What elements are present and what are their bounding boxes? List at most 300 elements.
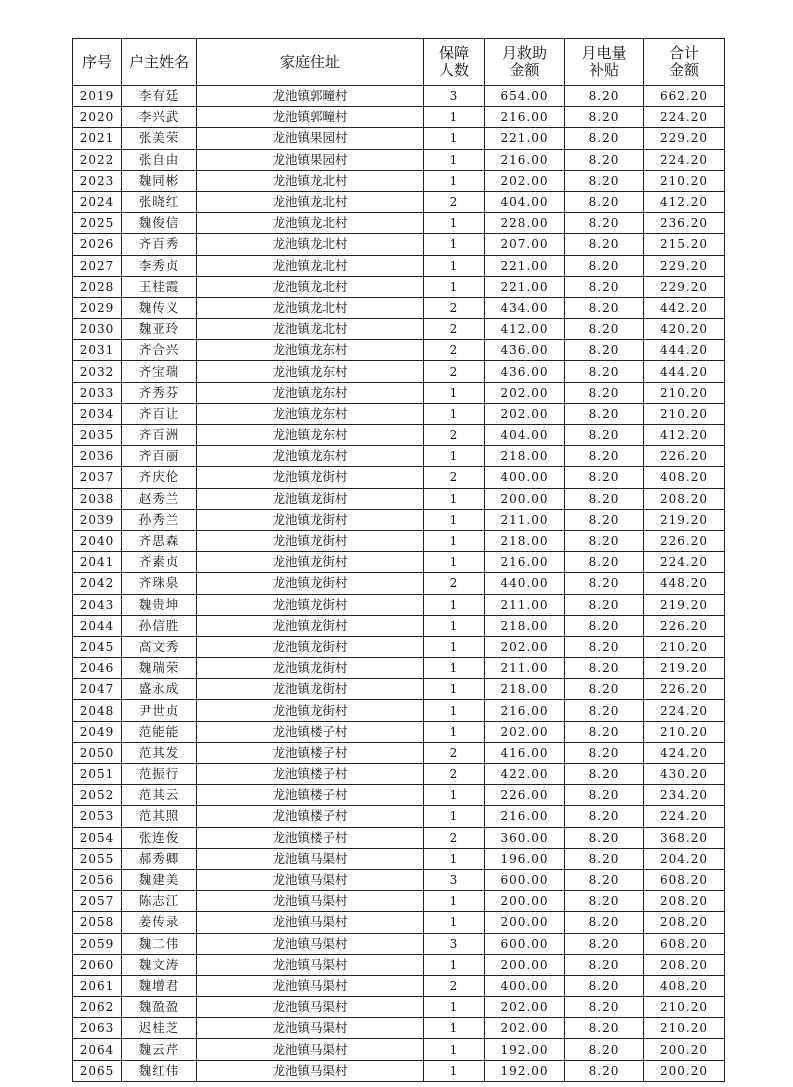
cell-address: 龙池镇龙街村 <box>197 530 424 551</box>
cell-name: 齐百秀 <box>122 234 197 255</box>
cell-address: 龙池镇龙街村 <box>197 679 424 700</box>
cell-power-subsidy: 8.20 <box>565 107 644 128</box>
cell-monthly-aid: 436.00 <box>485 340 565 361</box>
cell-monthly-aid: 200.00 <box>485 912 565 933</box>
cell-monthly-aid: 218.00 <box>485 530 565 551</box>
cell-power-subsidy: 8.20 <box>565 636 644 657</box>
relief-roster-table <box>72 38 725 1082</box>
cell-total: 224.20 <box>644 806 725 827</box>
cell-address: 龙池镇龙街村 <box>197 658 424 679</box>
cell-total: 226.20 <box>644 615 725 636</box>
table-row <box>73 107 725 128</box>
cell-address: 龙池镇龙北村 <box>197 191 424 212</box>
table-row <box>73 742 725 763</box>
cell-seq: 2055 <box>73 848 122 869</box>
cell-monthly-aid: 211.00 <box>485 658 565 679</box>
cell-address: 龙池镇马渠村 <box>197 912 424 933</box>
cell-persons: 1 <box>424 382 485 403</box>
cell-seq: 2040 <box>73 530 122 551</box>
cell-monthly-aid: 434.00 <box>485 297 565 318</box>
cell-address: 龙池镇龙北村 <box>197 213 424 234</box>
cell-persons: 2 <box>424 467 485 488</box>
cell-total: 219.20 <box>644 509 725 530</box>
cell-name: 范其发 <box>122 742 197 763</box>
cell-power-subsidy: 8.20 <box>565 891 644 912</box>
cell-address: 龙池镇马渠村 <box>197 891 424 912</box>
cell-seq: 2034 <box>73 403 122 424</box>
cell-seq: 2050 <box>73 742 122 763</box>
cell-name: 齐素贞 <box>122 552 197 573</box>
cell-persons: 1 <box>424 594 485 615</box>
cell-name: 魏亚玲 <box>122 319 197 340</box>
cell-address: 龙池镇马渠村 <box>197 954 424 975</box>
header-aid-line2: 金额 <box>509 61 540 79</box>
cell-total: 448.20 <box>644 573 725 594</box>
cell-persons: 2 <box>424 340 485 361</box>
cell-seq: 2051 <box>73 764 122 785</box>
cell-name: 陈志江 <box>122 891 197 912</box>
cell-power-subsidy: 8.20 <box>565 912 644 933</box>
cell-total: 236.20 <box>644 213 725 234</box>
cell-persons: 1 <box>424 403 485 424</box>
cell-persons: 1 <box>424 1060 485 1081</box>
cell-seq: 2065 <box>73 1060 122 1081</box>
table-row <box>73 1060 725 1081</box>
cell-seq: 2064 <box>73 1039 122 1060</box>
cell-address: 龙池镇马渠村 <box>197 997 424 1018</box>
cell-name: 尹世贞 <box>122 700 197 721</box>
cell-seq: 2033 <box>73 382 122 403</box>
cell-persons: 1 <box>424 170 485 191</box>
table-header <box>73 39 725 86</box>
cell-persons: 1 <box>424 530 485 551</box>
table-row <box>73 912 725 933</box>
cell-power-subsidy: 8.20 <box>565 679 644 700</box>
cell-total: 408.20 <box>644 467 725 488</box>
cell-address: 龙池镇龙街村 <box>197 700 424 721</box>
table-row <box>73 764 725 785</box>
cell-persons: 1 <box>424 848 485 869</box>
cell-address: 龙池镇楼子村 <box>197 764 424 785</box>
cell-address: 龙池镇马渠村 <box>197 869 424 890</box>
cell-power-subsidy: 8.20 <box>565 700 644 721</box>
cell-power-subsidy: 8.20 <box>565 446 644 467</box>
cell-seq: 2057 <box>73 891 122 912</box>
cell-monthly-aid: 202.00 <box>485 721 565 742</box>
cell-total: 210.20 <box>644 170 725 191</box>
header-name: 户主姓名 <box>122 39 197 86</box>
cell-total: 210.20 <box>644 721 725 742</box>
cell-monthly-aid: 207.00 <box>485 234 565 255</box>
cell-monthly-aid: 440.00 <box>485 573 565 594</box>
cell-address: 龙池镇龙东村 <box>197 425 424 446</box>
cell-power-subsidy: 8.20 <box>565 149 644 170</box>
table-row <box>73 361 725 382</box>
cell-address: 龙池镇龙北村 <box>197 297 424 318</box>
cell-power-subsidy: 8.20 <box>565 573 644 594</box>
cell-name: 郝秀卿 <box>122 848 197 869</box>
cell-power-subsidy: 8.20 <box>565 530 644 551</box>
cell-persons: 1 <box>424 107 485 128</box>
cell-seq: 2061 <box>73 975 122 996</box>
cell-power-subsidy: 8.20 <box>565 1018 644 1039</box>
cell-name: 魏同彬 <box>122 170 197 191</box>
cell-persons: 1 <box>424 997 485 1018</box>
cell-total: 224.20 <box>644 552 725 573</box>
cell-monthly-aid: 416.00 <box>485 742 565 763</box>
cell-name: 齐秀芬 <box>122 382 197 403</box>
cell-seq: 2048 <box>73 700 122 721</box>
cell-name: 魏贵坤 <box>122 594 197 615</box>
cell-address: 龙池镇龙街村 <box>197 636 424 657</box>
cell-seq: 2060 <box>73 954 122 975</box>
cell-power-subsidy: 8.20 <box>565 425 644 446</box>
cell-address: 龙池镇马渠村 <box>197 1018 424 1039</box>
cell-name: 迟桂芝 <box>122 1018 197 1039</box>
cell-seq: 2052 <box>73 785 122 806</box>
cell-seq: 2035 <box>73 425 122 446</box>
cell-persons: 2 <box>424 361 485 382</box>
cell-address: 龙池镇郭疃村 <box>197 86 424 107</box>
cell-address: 龙池镇龙北村 <box>197 319 424 340</box>
cell-power-subsidy: 8.20 <box>565 827 644 848</box>
header-power-subsidy <box>565 39 644 86</box>
table-row <box>73 149 725 170</box>
cell-power-subsidy: 8.20 <box>565 234 644 255</box>
cell-monthly-aid: 216.00 <box>485 149 565 170</box>
cell-power-subsidy: 8.20 <box>565 615 644 636</box>
table-row <box>73 1039 725 1060</box>
cell-power-subsidy: 8.20 <box>565 1039 644 1060</box>
cell-seq: 2032 <box>73 361 122 382</box>
table-row <box>73 509 725 530</box>
table-row <box>73 297 725 318</box>
cell-monthly-aid: 200.00 <box>485 488 565 509</box>
cell-monthly-aid: 600.00 <box>485 869 565 890</box>
cell-address: 龙池镇马渠村 <box>197 933 424 954</box>
cell-power-subsidy: 8.20 <box>565 552 644 573</box>
cell-persons: 3 <box>424 933 485 954</box>
header-persons <box>424 39 485 86</box>
cell-persons: 1 <box>424 552 485 573</box>
cell-monthly-aid: 192.00 <box>485 1060 565 1081</box>
cell-monthly-aid: 202.00 <box>485 170 565 191</box>
cell-total: 208.20 <box>644 891 725 912</box>
cell-monthly-aid: 200.00 <box>485 954 565 975</box>
cell-total: 219.20 <box>644 658 725 679</box>
table-row <box>73 403 725 424</box>
cell-persons: 1 <box>424 509 485 530</box>
cell-power-subsidy: 8.20 <box>565 467 644 488</box>
cell-total: 444.20 <box>644 361 725 382</box>
cell-total: 608.20 <box>644 933 725 954</box>
relief-roster-sheet <box>72 38 724 1082</box>
table-row <box>73 128 725 149</box>
cell-persons: 1 <box>424 700 485 721</box>
cell-name: 范能能 <box>122 721 197 742</box>
table-row <box>73 636 725 657</box>
cell-name: 范振行 <box>122 764 197 785</box>
cell-power-subsidy: 8.20 <box>565 764 644 785</box>
cell-total: 662.20 <box>644 86 725 107</box>
table-row <box>73 975 725 996</box>
cell-monthly-aid: 221.00 <box>485 128 565 149</box>
cell-power-subsidy: 8.20 <box>565 213 644 234</box>
table-row <box>73 191 725 212</box>
cell-address: 龙池镇马渠村 <box>197 1039 424 1060</box>
cell-total: 224.20 <box>644 107 725 128</box>
header-power-line1: 月电量 <box>581 44 627 62</box>
cell-total: 412.20 <box>644 191 725 212</box>
cell-seq: 2030 <box>73 319 122 340</box>
cell-name: 齐合兴 <box>122 340 197 361</box>
cell-persons: 1 <box>424 636 485 657</box>
cell-persons: 1 <box>424 615 485 636</box>
cell-monthly-aid: 200.00 <box>485 891 565 912</box>
table-row <box>73 319 725 340</box>
cell-total: 608.20 <box>644 869 725 890</box>
cell-power-subsidy: 8.20 <box>565 933 644 954</box>
table-row <box>73 446 725 467</box>
cell-persons: 1 <box>424 488 485 509</box>
cell-power-subsidy: 8.20 <box>565 658 644 679</box>
cell-address: 龙池镇楼子村 <box>197 806 424 827</box>
cell-total: 229.20 <box>644 276 725 297</box>
cell-name: 李有廷 <box>122 86 197 107</box>
header-seq: 序号 <box>73 39 122 86</box>
cell-name: 魏瑞荣 <box>122 658 197 679</box>
cell-name: 齐百让 <box>122 403 197 424</box>
cell-address: 龙池镇马渠村 <box>197 1060 424 1081</box>
cell-total: 210.20 <box>644 403 725 424</box>
table-row <box>73 213 725 234</box>
cell-persons: 1 <box>424 128 485 149</box>
cell-total: 200.20 <box>644 1060 725 1081</box>
cell-monthly-aid: 400.00 <box>485 467 565 488</box>
cell-persons: 1 <box>424 234 485 255</box>
table-row <box>73 86 725 107</box>
cell-total: 408.20 <box>644 975 725 996</box>
table-row <box>73 891 725 912</box>
cell-monthly-aid: 216.00 <box>485 107 565 128</box>
cell-monthly-aid: 216.00 <box>485 552 565 573</box>
cell-persons: 3 <box>424 869 485 890</box>
cell-address: 龙池镇龙街村 <box>197 594 424 615</box>
cell-name: 魏云芹 <box>122 1039 197 1060</box>
cell-power-subsidy: 8.20 <box>565 297 644 318</box>
cell-monthly-aid: 360.00 <box>485 827 565 848</box>
cell-seq: 2029 <box>73 297 122 318</box>
table-row <box>73 530 725 551</box>
cell-total: 229.20 <box>644 255 725 276</box>
cell-seq: 2038 <box>73 488 122 509</box>
table-row <box>73 573 725 594</box>
header-persons-line2: 人数 <box>438 61 469 79</box>
cell-seq: 2027 <box>73 255 122 276</box>
header-power-line2: 补贴 <box>588 61 619 79</box>
header-row <box>73 39 725 86</box>
table-row <box>73 1018 725 1039</box>
cell-address: 龙池镇马渠村 <box>197 848 424 869</box>
cell-total: 210.20 <box>644 382 725 403</box>
cell-seq: 2046 <box>73 658 122 679</box>
cell-seq: 2036 <box>73 446 122 467</box>
cell-name: 张晓红 <box>122 191 197 212</box>
cell-persons: 1 <box>424 912 485 933</box>
cell-power-subsidy: 8.20 <box>565 997 644 1018</box>
cell-power-subsidy: 8.20 <box>565 785 644 806</box>
cell-seq: 2056 <box>73 869 122 890</box>
cell-seq: 2044 <box>73 615 122 636</box>
cell-total: 226.20 <box>644 679 725 700</box>
cell-name: 齐珠泉 <box>122 573 197 594</box>
cell-name: 张美荣 <box>122 128 197 149</box>
cell-monthly-aid: 422.00 <box>485 764 565 785</box>
table-row <box>73 340 725 361</box>
cell-name: 张自由 <box>122 149 197 170</box>
cell-persons: 1 <box>424 806 485 827</box>
cell-persons: 1 <box>424 891 485 912</box>
cell-total: 200.20 <box>644 1039 725 1060</box>
cell-address: 龙池镇龙街村 <box>197 488 424 509</box>
cell-name: 魏增君 <box>122 975 197 996</box>
cell-seq: 2024 <box>73 191 122 212</box>
cell-persons: 1 <box>424 255 485 276</box>
table-row <box>73 700 725 721</box>
cell-total: 412.20 <box>644 425 725 446</box>
header-total-line1: 合计 <box>668 44 699 62</box>
cell-total: 219.20 <box>644 594 725 615</box>
cell-address: 龙池镇龙街村 <box>197 615 424 636</box>
cell-power-subsidy: 8.20 <box>565 128 644 149</box>
table-row <box>73 658 725 679</box>
cell-total: 210.20 <box>644 1018 725 1039</box>
cell-monthly-aid: 228.00 <box>485 213 565 234</box>
cell-persons: 1 <box>424 276 485 297</box>
cell-address: 龙池镇龙东村 <box>197 382 424 403</box>
table-row <box>73 594 725 615</box>
cell-monthly-aid: 211.00 <box>485 509 565 530</box>
cell-total: 229.20 <box>644 128 725 149</box>
cell-seq: 2026 <box>73 234 122 255</box>
cell-monthly-aid: 600.00 <box>485 933 565 954</box>
cell-address: 龙池镇龙北村 <box>197 170 424 191</box>
cell-name: 李秀贞 <box>122 255 197 276</box>
cell-seq: 2039 <box>73 509 122 530</box>
cell-name: 张连俊 <box>122 827 197 848</box>
cell-name: 魏传义 <box>122 297 197 318</box>
table-row <box>73 827 725 848</box>
cell-seq: 2041 <box>73 552 122 573</box>
table-row <box>73 425 725 446</box>
cell-power-subsidy: 8.20 <box>565 170 644 191</box>
cell-persons: 1 <box>424 721 485 742</box>
cell-total: 420.20 <box>644 319 725 340</box>
cell-persons: 1 <box>424 954 485 975</box>
cell-power-subsidy: 8.20 <box>565 319 644 340</box>
cell-total: 224.20 <box>644 700 725 721</box>
header-persons-line1: 保障 <box>438 44 469 62</box>
cell-address: 龙池镇龙北村 <box>197 234 424 255</box>
cell-seq: 2019 <box>73 86 122 107</box>
cell-total: 215.20 <box>644 234 725 255</box>
cell-name: 姜传录 <box>122 912 197 933</box>
cell-total: 368.20 <box>644 827 725 848</box>
cell-total: 204.20 <box>644 848 725 869</box>
cell-power-subsidy: 8.20 <box>565 869 644 890</box>
cell-monthly-aid: 404.00 <box>485 191 565 212</box>
table-row <box>73 488 725 509</box>
cell-address: 龙池镇楼子村 <box>197 742 424 763</box>
cell-name: 李兴武 <box>122 107 197 128</box>
cell-monthly-aid: 202.00 <box>485 382 565 403</box>
cell-name: 盛永成 <box>122 679 197 700</box>
cell-name: 范其云 <box>122 785 197 806</box>
cell-address: 龙池镇楼子村 <box>197 827 424 848</box>
cell-name: 魏建美 <box>122 869 197 890</box>
cell-address: 龙池镇龙东村 <box>197 403 424 424</box>
cell-persons: 1 <box>424 149 485 170</box>
table-row <box>73 234 725 255</box>
cell-seq: 2037 <box>73 467 122 488</box>
cell-address: 龙池镇龙东村 <box>197 340 424 361</box>
cell-total: 210.20 <box>644 636 725 657</box>
cell-power-subsidy: 8.20 <box>565 340 644 361</box>
cell-power-subsidy: 8.20 <box>565 403 644 424</box>
cell-monthly-aid: 196.00 <box>485 848 565 869</box>
cell-power-subsidy: 8.20 <box>565 954 644 975</box>
cell-total: 444.20 <box>644 340 725 361</box>
table-row <box>73 806 725 827</box>
cell-total: 208.20 <box>644 912 725 933</box>
cell-seq: 2025 <box>73 213 122 234</box>
cell-seq: 2062 <box>73 997 122 1018</box>
cell-total: 226.20 <box>644 530 725 551</box>
cell-seq: 2058 <box>73 912 122 933</box>
cell-address: 龙池镇龙北村 <box>197 276 424 297</box>
cell-address: 龙池镇马渠村 <box>197 975 424 996</box>
table-row <box>73 785 725 806</box>
cell-total: 210.20 <box>644 997 725 1018</box>
cell-total: 442.20 <box>644 297 725 318</box>
table-row <box>73 997 725 1018</box>
cell-persons: 2 <box>424 297 485 318</box>
cell-name: 高文秀 <box>122 636 197 657</box>
cell-power-subsidy: 8.20 <box>565 806 644 827</box>
cell-persons: 1 <box>424 785 485 806</box>
cell-power-subsidy: 8.20 <box>565 594 644 615</box>
cell-persons: 2 <box>424 742 485 763</box>
cell-name: 齐百洲 <box>122 425 197 446</box>
cell-total: 234.20 <box>644 785 725 806</box>
cell-name: 王桂霞 <box>122 276 197 297</box>
cell-seq: 2054 <box>73 827 122 848</box>
cell-monthly-aid: 221.00 <box>485 255 565 276</box>
cell-monthly-aid: 412.00 <box>485 319 565 340</box>
cell-seq: 2020 <box>73 107 122 128</box>
cell-seq: 2043 <box>73 594 122 615</box>
cell-seq: 2049 <box>73 721 122 742</box>
cell-persons: 2 <box>424 764 485 785</box>
cell-address: 龙池镇楼子村 <box>197 785 424 806</box>
cell-persons: 1 <box>424 213 485 234</box>
cell-address: 龙池镇龙街村 <box>197 552 424 573</box>
cell-seq: 2059 <box>73 933 122 954</box>
cell-monthly-aid: 211.00 <box>485 594 565 615</box>
table-row <box>73 382 725 403</box>
cell-monthly-aid: 216.00 <box>485 806 565 827</box>
cell-monthly-aid: 218.00 <box>485 446 565 467</box>
